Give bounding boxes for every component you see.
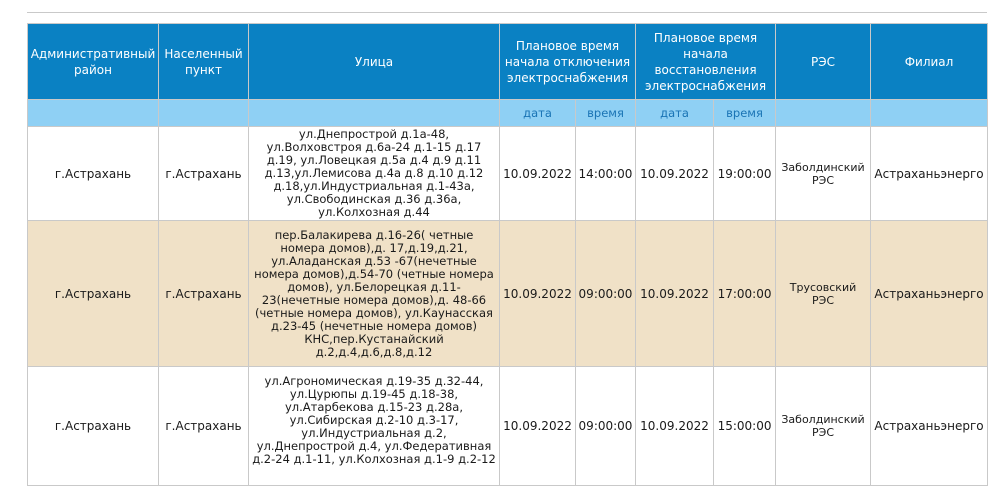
header-restore-time: Плановое время начала восстановления электроснабжения [636,24,776,100]
cell-on-time: 19:00:00 [714,127,776,221]
table-row [28,367,988,486]
cell-on-date: 10.09.2022 [636,221,714,367]
cell-street: пер.Балакирева д.16-26( четные номера домов),д. 17,д.19,д.21, ул.Аладанская д.53 -67(нечетные номера домов),д.54-70 (четные номера домов), ул.Белорецкая д.11-23(нечетные номера домов),д. 48-66 (четные номера домов), ул.Каунасская д.23-45 (нечетные номера домов) КНС,пер.Кустанайский д.2,д.4,д.6,д.8,д.12 [249,221,500,367]
cell-on-time: 15:00:00 [714,367,776,486]
cell-on-time: 17:00:00 [714,221,776,367]
subheader-empty [28,100,159,127]
cell-res: Заболдинский РЭС [776,367,871,486]
header-res: РЭС [776,24,871,100]
header-locality: Населенный пункт [159,24,249,100]
cell-off-time: 14:00:00 [576,127,636,221]
subheader-on-time: время [714,100,776,127]
cell-branch: Астраханьэнерго [871,367,988,486]
cell-off-time: 09:00:00 [576,367,636,486]
cell-locality: г.Астрахань [159,367,249,486]
cell-off-date: 10.09.2022 [500,367,576,486]
cell-off-date: 10.09.2022 [500,221,576,367]
cell-branch: Астраханьэнерго [871,221,988,367]
table-row [28,127,988,221]
cell-street: ул.Агрономическая д.19-35 д.32-44, ул.Цурюпы д.19-45 д.18-38, ул.Атарбекова д.15-23 д.28а, ул.Сибирская д.2-10 д.3-17, ул.Индустриальная д.2, ул.Днепрострой д.4, ул.Федеративная д.2-24 д.1-11, ул.Колхозная д.1-9 д.2-12 [249,367,500,486]
subheader-empty [159,100,249,127]
header-row [28,24,988,100]
cell-district: г.Астрахань [28,221,159,367]
cell-locality: г.Астрахань [159,127,249,221]
cell-street: ул.Днепрострой д.1а-48, ул.Волховстроя д.6а-24 д.1-15 д.17 д.19, ул.Ловецкая д.5а д.4 д.9 д.11 д.13,ул.Лемисова д.4а д.8 д.10 д.12 д.18,ул.Индустриальная д.1-43а, ул.Свободинская д.36 д.36а, ул.Колхозная д.44 [249,127,500,221]
cell-res: Трусовский РЭС [776,221,871,367]
cell-res: Заболдинский РЭС [776,127,871,221]
cell-on-date: 10.09.2022 [636,367,714,486]
cell-branch: Астраханьэнерго [871,127,988,221]
cell-off-date: 10.09.2022 [500,127,576,221]
cell-off-time: 09:00:00 [576,221,636,367]
outage-table [27,23,988,486]
cell-district: г.Астрахань [28,367,159,486]
cell-locality: г.Астрахань [159,221,249,367]
subheader-empty [776,100,871,127]
subheader-empty [871,100,988,127]
header-district: Административный район [28,24,159,100]
subheader-row [28,100,988,127]
subheader-off-time: время [576,100,636,127]
subheader-on-date: дата [636,100,714,127]
cell-district: г.Астрахань [28,127,159,221]
table-row [28,221,988,367]
cell-on-date: 10.09.2022 [636,127,714,221]
header-branch: Филиал [871,24,988,100]
header-street: Улица [249,24,500,100]
header-off-time: Плановое время начала отключения электроснабжения [500,24,636,100]
subheader-empty [249,100,500,127]
subheader-off-date: дата [500,100,576,127]
top-divider [27,12,987,13]
